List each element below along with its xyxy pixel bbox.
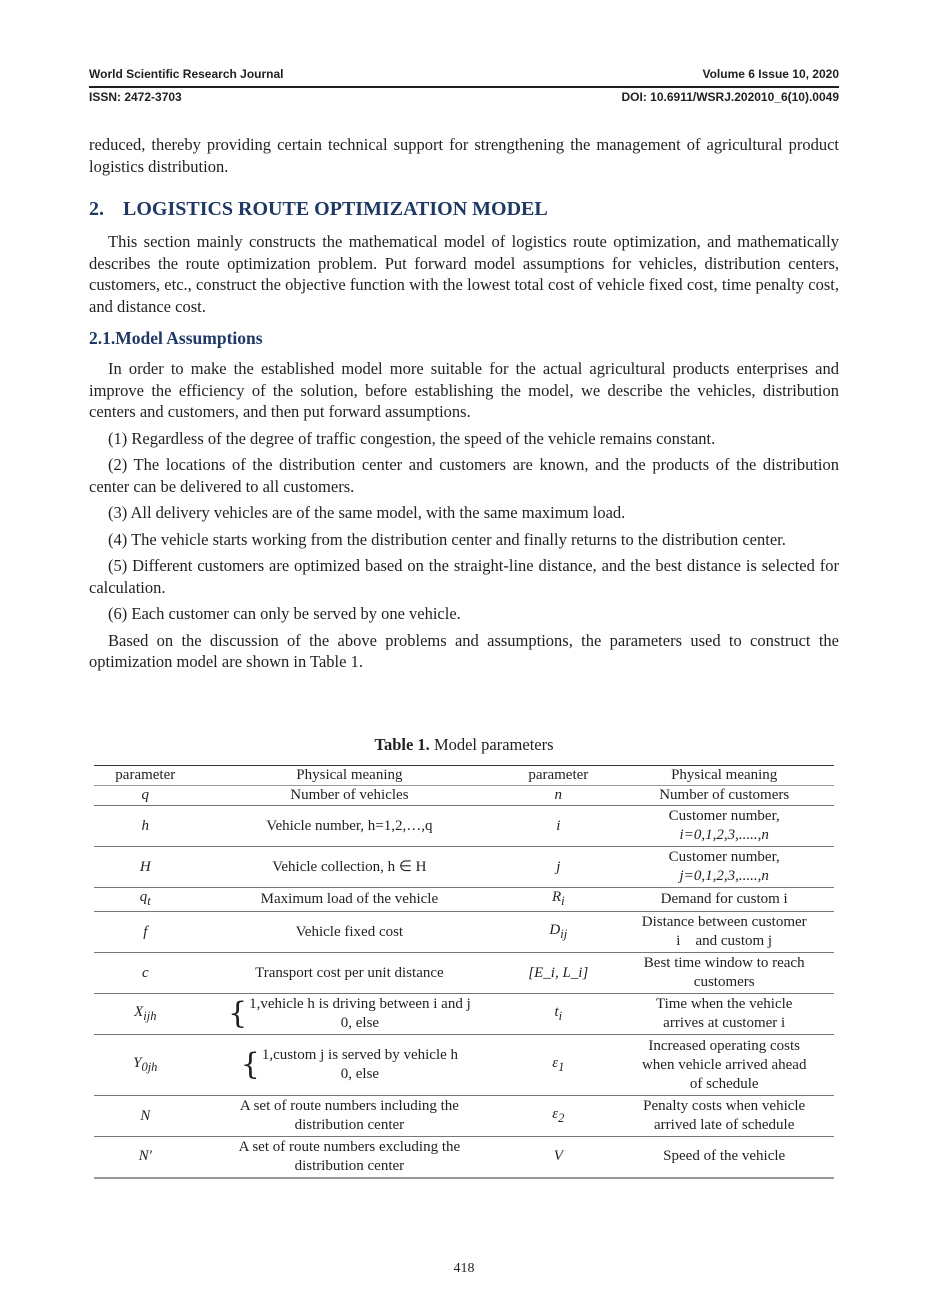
param-meaning: Vehicle collection, h ∈ H (272, 858, 427, 875)
param-symbol: N′ (138, 1148, 152, 1165)
param-meaning (614, 994, 834, 1035)
param-symbol: j (556, 858, 561, 875)
param-symbol: $\varepsilon_2$ (552, 1105, 565, 1125)
running-header-bottom (89, 90, 839, 104)
meaning-line: Customer number, (668, 849, 780, 865)
model-parameters-table (94, 765, 834, 1179)
meaning-line: 1,vehicle h is driving between i and j (249, 996, 471, 1012)
param-symbol: $X_{ijh}$ (134, 1003, 157, 1023)
assumption-item: (3) All delivery vehicles are of the same model, with the same maximum load. (108, 503, 626, 522)
param-meaning (197, 1035, 503, 1096)
piecewise-definition (228, 995, 471, 1033)
param-meaning: Maximum load of the vehicle (260, 891, 439, 907)
param-symbol: $t_i$ (554, 1003, 563, 1023)
brace-icon: { (228, 996, 248, 1031)
meaning-line: Time when the vehicle (655, 996, 793, 1012)
assumption-item: (1) Regardless of the degree of traffic congestion, the speed of the vehicle remains constant. (108, 428, 716, 448)
brace-icon: { (240, 1047, 260, 1082)
journal-name: World Scientific Research Journal (89, 67, 284, 81)
meaning-line: Distance between customer (641, 914, 807, 930)
section-paragraph: This section mainly constructs the mathematical model of logistics route optimization, and mathematically describes the route optimization problem. Put forward model assumptions for vehicles, distribution centers, customers, etc., construct the objective function with the lowest total cost of vehicle fixed cost, time penalty cost, and distance cost. (89, 232, 839, 316)
meaning-line: customers (693, 974, 755, 990)
section-heading (89, 198, 839, 221)
issn: ISSN: 2472-3703 (89, 90, 182, 104)
table-row (94, 1137, 834, 1178)
volume-issue: Volume 6 Issue 10, 2020 (702, 67, 839, 81)
param-symbol: $q_t$ (139, 889, 151, 908)
meaning-line: Best time window to reach (643, 955, 805, 971)
doi: DOI: 10.6911/WSRJ.202010_6(10).0049 (621, 90, 839, 104)
assumption-item: (4) The vehicle starts working from the distribution center and finally returns to the distribution center. (108, 529, 786, 549)
assumption-item: (6) Each customer can only be served by one vehicle. (108, 604, 461, 623)
section-title: LOGISTICS ROUTE OPTIMIZATION MODEL (123, 198, 548, 220)
column-header: parameter (528, 767, 589, 783)
param-meaning (197, 994, 503, 1035)
param-meaning: Number of vehicles (290, 787, 409, 803)
param-symbol: c (141, 964, 149, 981)
param-symbol: V (553, 1148, 563, 1165)
meaning-line: when vehicle arrived ahead (641, 1056, 807, 1073)
meaning-line: Penalty costs when vehicle (643, 1098, 806, 1114)
table-caption-label: Table 1. (374, 735, 430, 754)
param-meaning (614, 1035, 834, 1096)
table-row (94, 1035, 834, 1096)
meaning-line: Increased operating costs (648, 1037, 800, 1054)
param-meaning (614, 912, 834, 953)
running-header-top (89, 67, 839, 81)
subsection-title: Model Assumptions (115, 328, 263, 348)
param-meaning (614, 953, 834, 994)
table-row (94, 1096, 834, 1137)
param-symbol: q (141, 787, 150, 803)
meaning-line: arrives at customer i (663, 1015, 786, 1031)
assumption-item: (2) The locations of the distribution center and customers are known, and the products of the distribution center can be delivered to all customers. (89, 455, 839, 496)
subsection-heading (89, 328, 839, 349)
table-row (94, 786, 834, 806)
meaning-line: Customer number, (668, 808, 780, 824)
page-number: 418 (453, 1261, 475, 1276)
param-symbol: f (143, 923, 148, 940)
table-row (94, 953, 834, 994)
meaning-line: arrived late of schedule (654, 1117, 795, 1133)
param-symbol: $\varepsilon_1$ (552, 1054, 565, 1074)
column-header: Physical meaning (296, 767, 403, 783)
table-row (94, 847, 834, 888)
param-meaning (197, 1096, 503, 1137)
param-symbol: h (141, 817, 150, 834)
param-symbol: n (554, 787, 563, 803)
param-meaning: Number of customers (659, 787, 790, 803)
intro-tail-paragraph: reduced, thereby providing certain technical support for strengthening the management of agricultural product logistics distribution. (89, 135, 839, 176)
param-symbol: [E_i, L_i] (528, 964, 589, 981)
table-row (94, 912, 834, 953)
meaning-line: distribution center (294, 1157, 405, 1174)
meaning-line: 0, else (340, 1015, 380, 1031)
assumptions-intro: In order to make the established model more suitable for the actual agricultural products enterprises and improve the efficiency of the solution, before establishing the model, we describe the vehicles, distribution centers and customers, and then put forward assumptions. (89, 359, 839, 421)
subsection-number: 2.1. (89, 328, 116, 348)
meaning-line: 0, else (340, 1066, 380, 1082)
param-symbol: i (556, 817, 561, 834)
table-row (94, 806, 834, 847)
column-header: Physical meaning (671, 767, 778, 783)
meaning-line: i=0,1,2,3,.....,n (679, 827, 769, 843)
param-meaning (614, 1096, 834, 1137)
meaning-line: distribution center (294, 1117, 405, 1133)
meaning-line: A set of route numbers excluding the (238, 1138, 461, 1155)
param-meaning: Vehicle fixed cost (295, 923, 404, 940)
meaning-line: j=0,1,2,3,.....,n (679, 868, 769, 884)
param-symbol: $Y_{0jh}$ (133, 1054, 158, 1074)
param-meaning (614, 806, 834, 847)
param-symbol: H (139, 858, 151, 875)
param-symbol: $D_{ij}$ (549, 921, 568, 941)
param-meaning: Vehicle number, h=1,2,…,q (266, 817, 433, 834)
param-meaning: Demand for custom i (660, 891, 788, 907)
table-wrapper (94, 765, 844, 1179)
column-header: parameter (115, 767, 176, 783)
table-row (94, 994, 834, 1035)
table-header-row (94, 766, 834, 786)
param-symbol: N (140, 1107, 151, 1124)
piecewise-definition (241, 1046, 458, 1084)
assumptions-block (89, 358, 839, 673)
meaning-line: 1,custom j is served by vehicle h (261, 1047, 459, 1063)
assumptions-closing: Based on the discussion of the above problems and assumptions, the parameters used to construct the optimization model are shown in Table 1. (89, 630, 839, 671)
param-meaning: Speed of the vehicle (663, 1148, 786, 1165)
meaning-line: of schedule (689, 1075, 759, 1092)
table-row (94, 888, 834, 912)
param-meaning (197, 1137, 503, 1178)
section-number: 2. (89, 198, 104, 220)
header-rule (89, 86, 839, 88)
table-caption (89, 735, 839, 755)
param-meaning: Transport cost per unit distance (255, 964, 444, 981)
param-symbol: $R_i$ (551, 889, 565, 908)
meaning-line: i and custom j (676, 933, 773, 949)
meaning-line: A set of route numbers including the (239, 1098, 459, 1114)
table-caption-text: Model parameters (433, 735, 554, 754)
assumption-item: (5) Different customers are optimized based on the straight-line distance, and the best distance is selected for calculation. (89, 556, 839, 597)
param-meaning (614, 847, 834, 888)
